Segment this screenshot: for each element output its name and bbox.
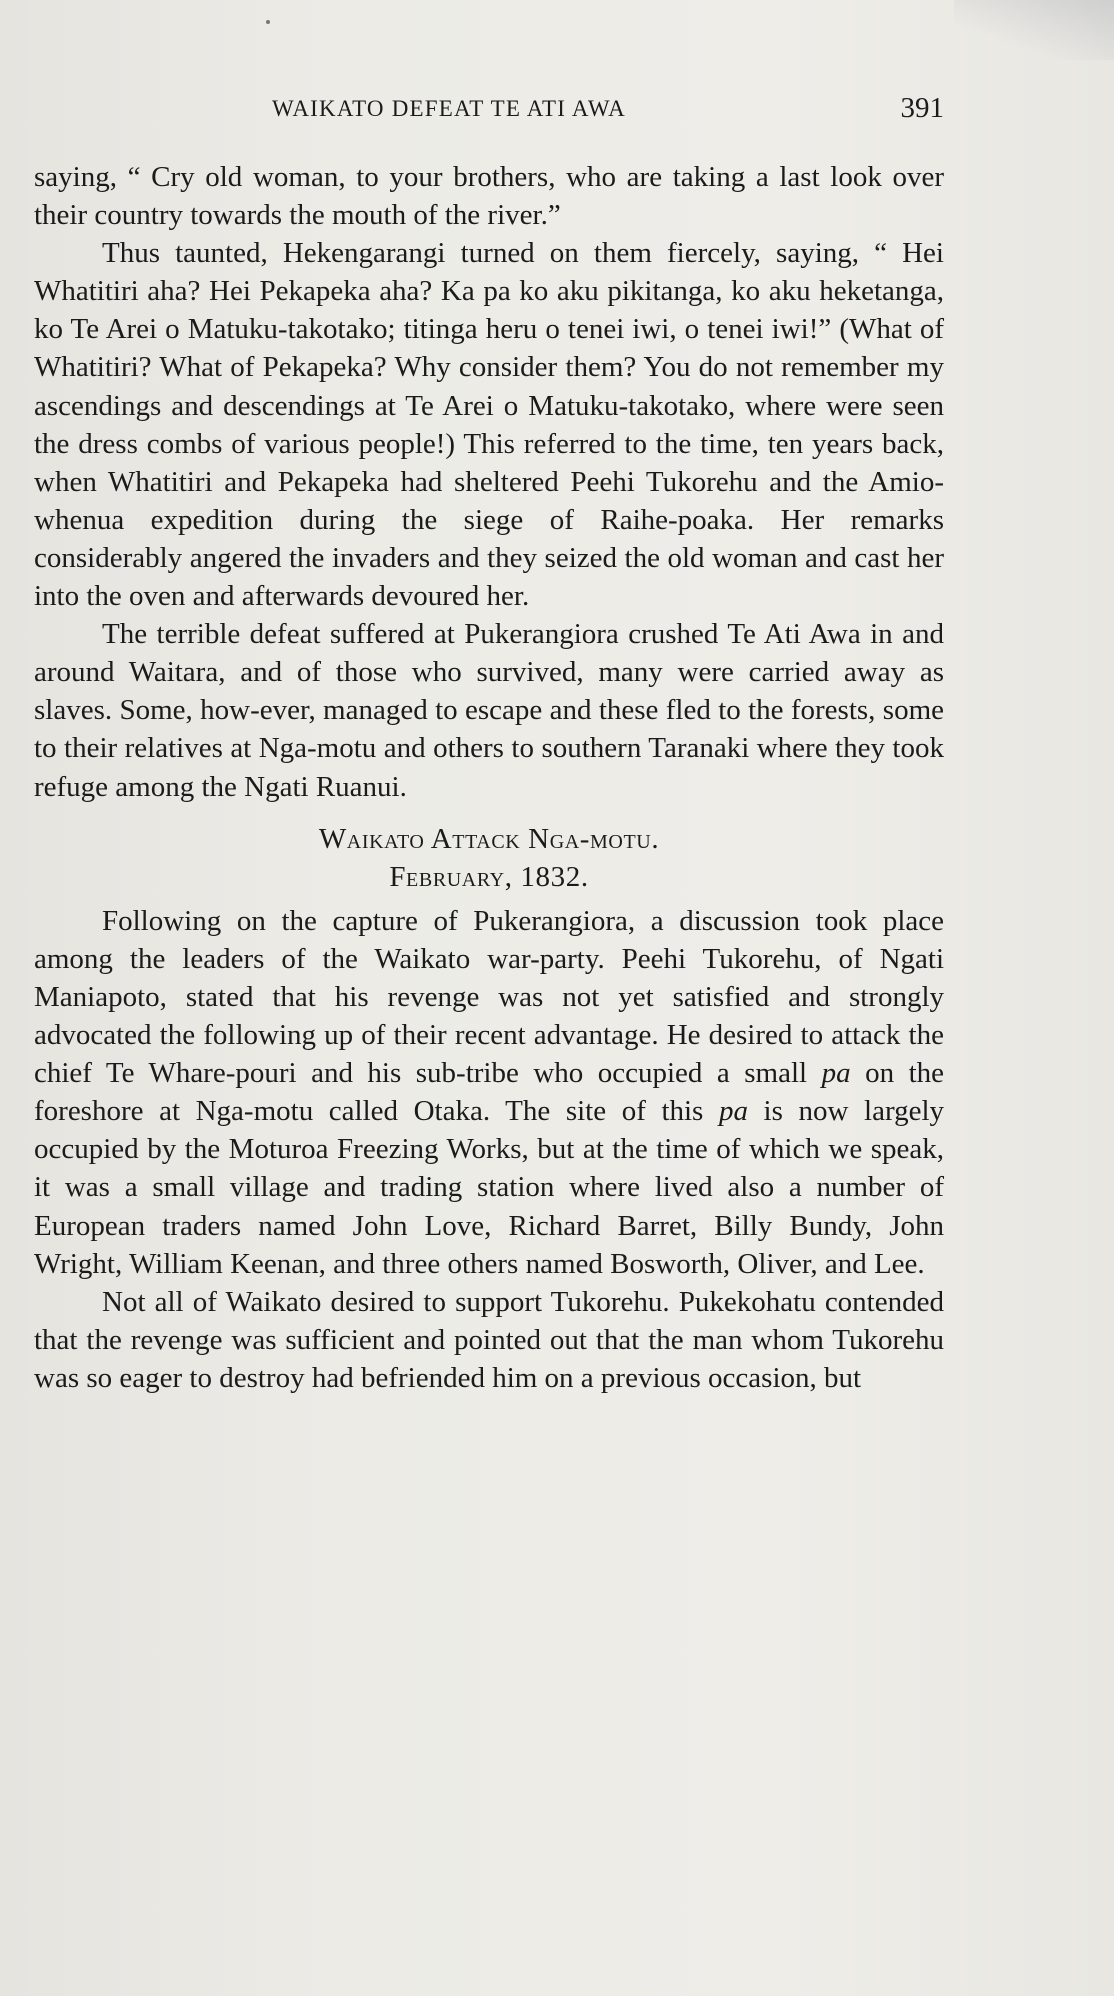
page-header bbox=[34, 92, 944, 132]
pa-italic-1: pa bbox=[821, 1057, 851, 1090]
page-corner-shadow bbox=[954, 0, 1114, 60]
paragraph-4 bbox=[34, 902, 944, 1283]
paragraph-3: The terrible defeat suffered at Pukerangiora crushed Te Ati Awa in and around Waitara, and of those who survived, many were carried away as slaves. Some, how-ever, managed to escape and these fled to the forests, some to their relatives at Nga-motu and others to southern Taranaki where they took refuge among the Ngati Ruanui. bbox=[34, 618, 944, 803]
body-text bbox=[34, 158, 944, 1397]
running-head: WAIKATO DEFEAT TE ATI AWA bbox=[272, 96, 626, 121]
section-heading: Waikato Attack Nga-motu. bbox=[318, 822, 660, 855]
paragraph-2: Thus taunted, Hekengarangi turned on them fiercely, saying, “ Hei Whatitiri aha? Hei Pekapeka aha? Ka pa ko aku pikitanga, ko aku heketanga, ko Te Arei o Matuku-takotako; titinga heru o tenei iwi, o tenei iwi!” (What of Whatitiri? What of Pekapeka? Why consider them? You do not remember my ascendings and descendings at Te Arei o Matuku-takotako, where were seen the dress combs of various people!) This referred to the time, ten years back, when Whatitiri and Pekapeka had sheltered Peehi Tukorehu and the Amio-whenua expedition during the siege of Raihe-poaka. Her remarks considerably angered the invaders and they seized the old woman and cast her into the oven and afterwards devoured her. bbox=[34, 237, 944, 613]
page-number: 391 bbox=[900, 92, 944, 124]
ink-speck bbox=[266, 20, 270, 24]
paragraph-5: Not all of Waikato desired to support Tukorehu. Pukekohatu contended that the revenge was sufficient and pointed out that the man whom Tukorehu was so eager to destroy had befriended him on a previous occasion, but bbox=[34, 1285, 944, 1394]
paragraph-4-part-b: on the foreshore at Nga-motu called Otaka. The site of this bbox=[34, 1057, 945, 1128]
section-date: February, 1832. bbox=[389, 860, 589, 893]
paragraph-4-part-a: Following on the capture of Pukerangiora, a discussion took place among the leaders of the Waikato war-party. Peehi Tukorehu, of Ngati Maniapoto, stated that his revenge was not yet satisfied and strongly advocated the following up of their recent advantage. He desired to attack the chief Te Whare-pouri and his sub-tribe who occupied a small bbox=[34, 904, 944, 1090]
paragraph-4-part-c: is now largely occupied by the Moturoa Freezing Works, but at the time of which we speak, it was a small village and trading station where lived also a number of European traders named John Love, Richard Barret, Billy Bundy, John Wright, William Keenan, and three others named Bosworth, Oliver, and Lee. bbox=[34, 1095, 945, 1280]
pa-italic-2: pa bbox=[718, 1095, 748, 1128]
paragraph-1: saying, “ Cry old woman, to your brothers, who are taking a last look over their country towards the mouth of the river.” bbox=[34, 161, 944, 232]
